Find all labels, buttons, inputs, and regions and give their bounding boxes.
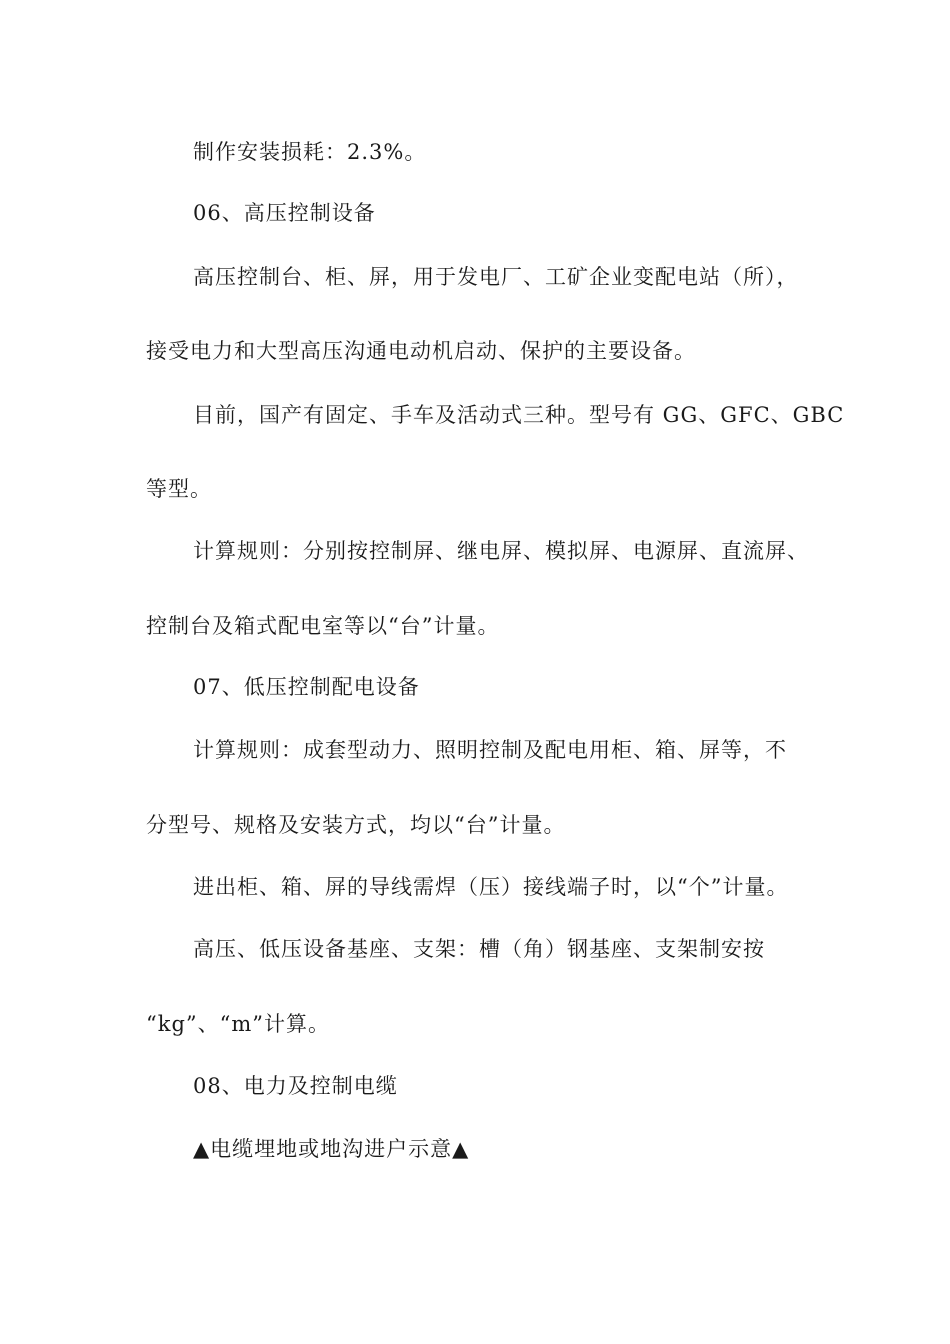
paragraph-line: 计算规则：分别按控制屏、继电屏、模拟屏、电源屏、直流屏、 [193, 539, 809, 563]
paragraph-line: “kg”、“m”计算。 [146, 1012, 331, 1036]
paragraph-line: 高压、低压设备基座、支架：槽（角）钢基座、支架制安按 [193, 937, 765, 961]
section-heading-06: 06、高压控制设备 [193, 201, 376, 225]
paragraph-line: 计算规则：成套型动力、照明控制及配电用柜、箱、屏等，不 [193, 738, 787, 762]
paragraph-line: 控制台及箱式配电室等以“台”计量。 [146, 614, 500, 638]
paragraph-line: 分型号、规格及安装方式，均以“台”计量。 [146, 813, 566, 837]
paragraph-line: 进出柜、箱、屏的导线需焊（压）接线端子时，以“个”计量。 [193, 875, 789, 899]
section-heading-08: 08、电力及控制电缆 [193, 1074, 398, 1098]
section-heading-07: 07、低压控制配电设备 [193, 675, 420, 699]
paragraph-line: 高压控制台、柜、屏，用于发电厂、工矿企业变配电站（所）， [193, 265, 799, 289]
paragraph-line: 等型。 [146, 477, 212, 501]
loss-rate-line: 制作安装损耗：2.3%。 [193, 140, 427, 164]
figure-caption: ▲电缆埋地或地沟进户示意▲ [193, 1137, 470, 1161]
paragraph-line: 目前，国产有固定、手车及活动式三种。型号有 GG、GFC、GBC [193, 403, 845, 427]
paragraph-line: 接受电力和大型高压沟通电动机启动、保护的主要设备。 [146, 339, 696, 363]
